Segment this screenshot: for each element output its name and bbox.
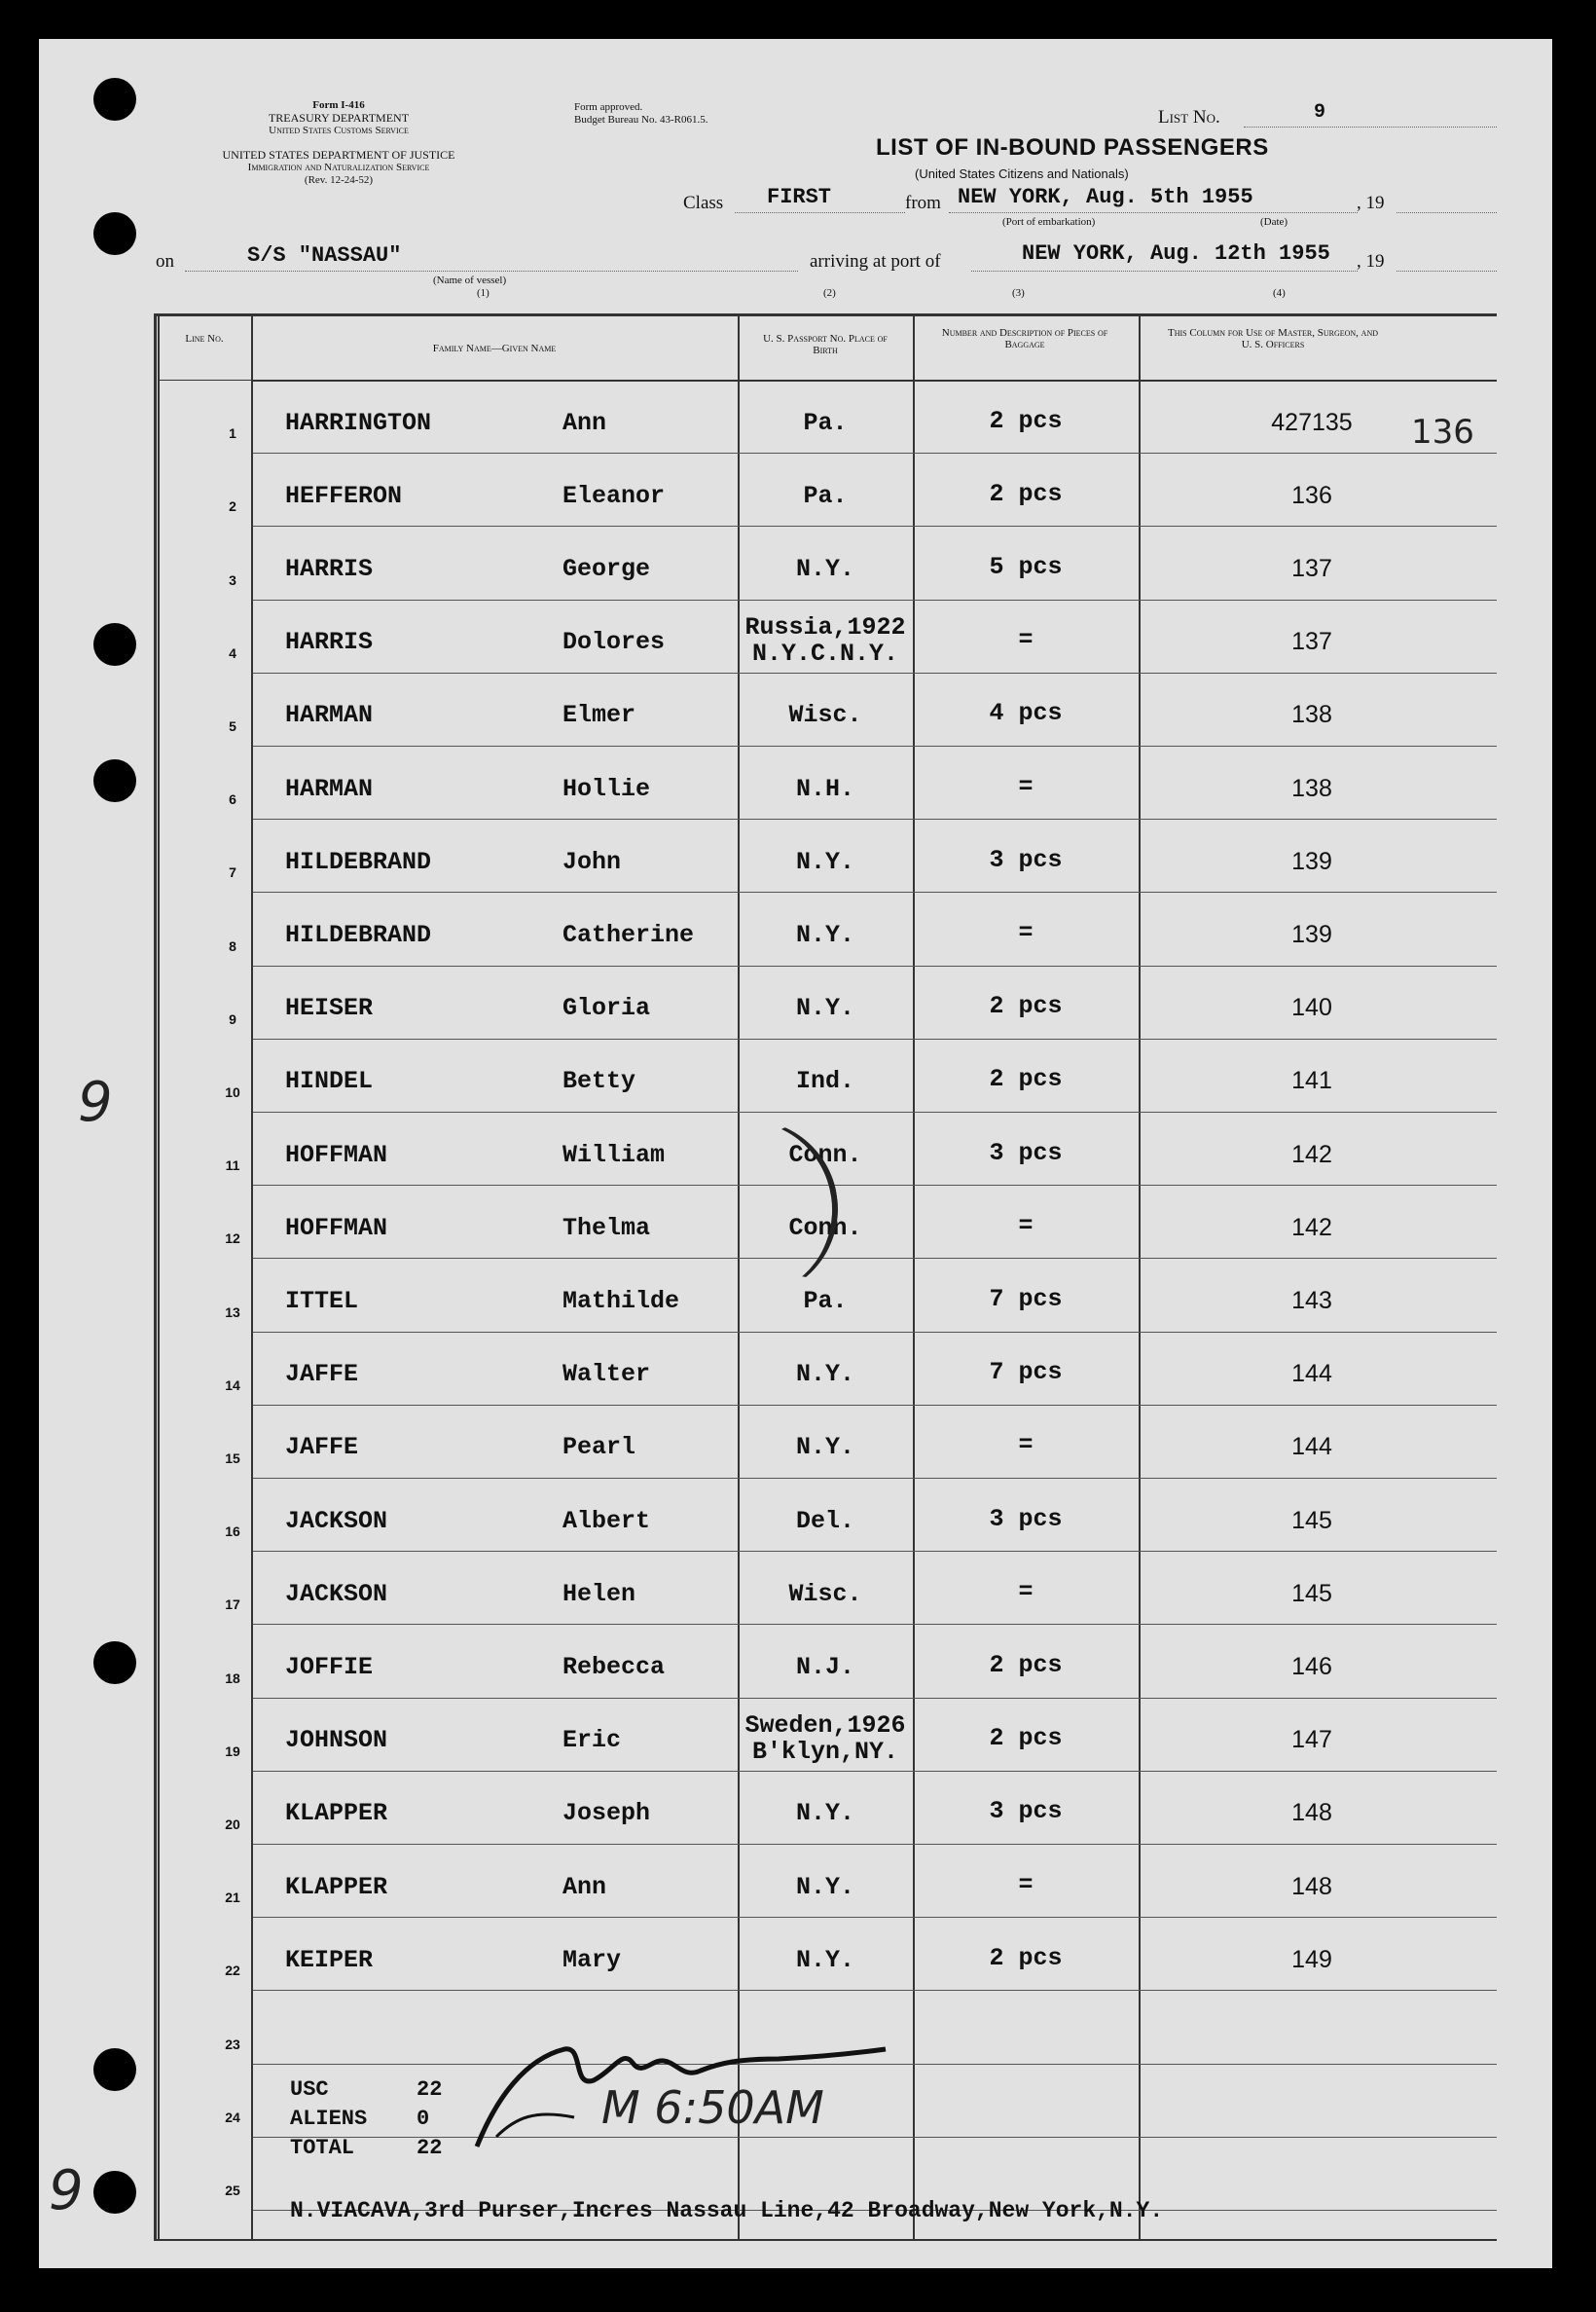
punch-hole	[93, 1641, 136, 1684]
place-of-birth: Sweden,1926 B'klyn,NY.	[744, 1711, 906, 1767]
table-row	[154, 892, 1497, 965]
officer-number: 144	[1291, 1433, 1332, 1461]
family-name: HARMAN	[285, 774, 374, 803]
baggage: =	[1018, 1431, 1034, 1460]
place-of-birth: Del.	[795, 1506, 854, 1535]
line-number: 1	[229, 425, 236, 442]
line-number: 5	[229, 717, 236, 734]
family-name: HILDEBRAND	[285, 847, 432, 876]
place-of-birth: Pa.	[803, 481, 848, 510]
family-name: HEISER	[285, 994, 374, 1023]
line-number: 20	[225, 1816, 240, 1832]
arriving-label: arriving at port of	[810, 251, 941, 272]
line-number: 8	[229, 937, 236, 954]
col-num-2: (2)	[823, 287, 836, 299]
baggage: =	[1018, 772, 1034, 801]
family-name: JOHNSON	[285, 1726, 388, 1755]
line-number: 15	[225, 1450, 240, 1466]
officer-number: 146	[1291, 1652, 1332, 1680]
given-name: John	[562, 847, 622, 876]
baggage: =	[1018, 918, 1034, 947]
family-name: HOFFMAN	[285, 1140, 388, 1169]
family-name: KEIPER	[285, 1945, 374, 1974]
officer-number: 140	[1291, 994, 1332, 1022]
line-number: 7	[229, 864, 236, 881]
class-label: Class	[683, 193, 724, 213]
line-number: 2	[229, 498, 236, 515]
header-line-no: Line No.	[185, 333, 224, 345]
family-name: KLAPPER	[285, 1872, 388, 1901]
given-name: Hollie	[562, 774, 651, 803]
baggage: 7 pcs	[989, 1358, 1063, 1387]
time-note: M 6:50AM	[601, 2081, 824, 2134]
place-of-birth: N.Y.	[795, 1799, 854, 1828]
place-of-birth: Conn.	[788, 1140, 862, 1169]
line-number: 17	[225, 1596, 240, 1613]
place-of-birth: Conn.	[788, 1213, 862, 1242]
place-of-birth: N.J.	[795, 1652, 854, 1681]
baggage: 2 pcs	[989, 479, 1063, 508]
given-name: William	[562, 1140, 666, 1169]
on-label: on	[156, 251, 174, 272]
table-row	[154, 1917, 1497, 1990]
form-page	[39, 39, 1552, 2268]
given-name: Eric	[562, 1726, 622, 1755]
place-of-birth: N.Y.	[795, 847, 854, 876]
officer-number: 147	[1291, 1726, 1332, 1754]
line-number: 21	[225, 1890, 240, 1906]
line-number: 16	[225, 1523, 240, 1540]
port-embarkation-note: (Port of embarkation)	[1002, 216, 1096, 228]
family-name: JAFFE	[285, 1433, 359, 1462]
officer-number: 141	[1291, 1067, 1332, 1095]
vessel-note: (Name of vessel)	[433, 275, 507, 286]
place-of-birth: Pa.	[803, 408, 848, 437]
line-number: 19	[225, 1743, 240, 1759]
family-name: HARRINGTON	[285, 408, 432, 437]
given-name: Gloria	[562, 994, 651, 1023]
place-of-birth: N.Y.	[795, 1945, 854, 1974]
family-name: HILDEBRAND	[285, 920, 432, 949]
baggage: =	[1018, 626, 1034, 655]
vessel-name: S/S "NASSAU"	[247, 243, 402, 268]
officer-number: 148	[1291, 1799, 1332, 1827]
year-suffix-2: , 19	[1357, 251, 1385, 272]
date-note: (Date)	[1260, 216, 1288, 228]
from-label: from	[905, 193, 941, 213]
col-num-4: (4)	[1273, 287, 1286, 299]
table-row	[154, 1844, 1497, 1917]
officer-number: 145	[1291, 1506, 1332, 1534]
baggage: 2 pcs	[989, 1065, 1063, 1094]
col-num-1: (1)	[477, 287, 490, 299]
line-number: 22	[225, 1963, 240, 1979]
table-row	[154, 1332, 1497, 1405]
baggage: 3 pcs	[989, 1504, 1063, 1533]
given-name: Eleanor	[562, 481, 666, 510]
line-number: 23	[225, 2036, 240, 2052]
revision-label: (Rev. 12-24-52)	[304, 174, 374, 186]
line-number: 6	[229, 791, 236, 808]
baggage: =	[1018, 1211, 1034, 1240]
given-name: George	[562, 554, 651, 583]
place-of-birth: N.Y.	[795, 1360, 854, 1389]
officer-number: 149	[1291, 1945, 1332, 1973]
passenger-table	[154, 313, 1497, 2241]
table-row	[154, 1258, 1497, 1331]
class-value: FIRST	[767, 185, 832, 209]
col-num-3: (3)	[1012, 287, 1025, 299]
from-value: NEW YORK, Aug. 5th 1955	[958, 185, 1253, 209]
line-number: 9	[229, 1010, 236, 1027]
given-name: Thelma	[562, 1213, 651, 1242]
margin-note: 9	[78, 1071, 113, 1134]
table-row	[154, 966, 1497, 1039]
given-name: Ann	[562, 1872, 607, 1901]
treasury-label: TREASURY DEPARTMENT	[268, 111, 410, 125]
customs-label: United States Customs Service	[269, 125, 409, 136]
list-no-label: List No.	[1158, 107, 1220, 128]
given-name: Pearl	[562, 1433, 636, 1462]
header-officers: This Column for Use of Master, Surgeon, and U. S. Officers	[1168, 327, 1378, 350]
officer-number: 139	[1291, 847, 1332, 875]
header-name: Family Name—Given Name	[432, 343, 557, 354]
officer-number: 136	[1291, 481, 1332, 509]
line-number: 3	[229, 571, 236, 588]
place-of-birth: N.Y.	[795, 1872, 854, 1901]
punch-hole	[93, 623, 136, 666]
table-row	[154, 453, 1497, 526]
officer-number: 137	[1291, 628, 1332, 656]
family-name: HARRIS	[285, 554, 374, 583]
side-note: 136	[1411, 413, 1474, 452]
officer-number: 144	[1291, 1360, 1332, 1388]
baggage: 3 pcs	[989, 845, 1063, 874]
line-number: 13	[225, 1303, 240, 1320]
baggage: =	[1018, 1577, 1034, 1606]
table-row	[154, 1551, 1497, 1624]
table-row	[154, 1405, 1497, 1478]
officer-number: 137	[1291, 554, 1332, 582]
officer-number: 138	[1291, 774, 1332, 802]
header-baggage: Number and Description of Pieces of Baggage	[941, 327, 1108, 350]
table-row	[154, 526, 1497, 599]
place-of-birth: Pa.	[803, 1286, 848, 1315]
page-title: LIST OF IN-BOUND PASSENGERS	[876, 134, 1269, 161]
table-row	[154, 380, 1497, 453]
family-name: JAFFE	[285, 1360, 359, 1389]
given-name: Helen	[562, 1579, 636, 1608]
total-value: 22	[417, 2136, 443, 2160]
baggage: 3 pcs	[989, 1797, 1063, 1826]
purser-line: N.VIACAVA,3rd Purser,Incres Nassau Line,42 Broadway,New York,N.Y.	[290, 2198, 1164, 2223]
aliens-label: ALIENS	[290, 2107, 368, 2131]
family-name: HOFFMAN	[285, 1213, 388, 1242]
arrival-value: NEW YORK, Aug. 12th 1955	[1022, 241, 1330, 266]
baggage: 2 pcs	[989, 1650, 1063, 1679]
line-number: 24	[225, 2109, 240, 2125]
place-of-birth: N.Y.	[795, 554, 854, 583]
baggage: 5 pcs	[989, 552, 1063, 581]
usc-label: USC	[290, 2077, 329, 2102]
table-row	[154, 1624, 1497, 1697]
baggage: 2 pcs	[989, 1943, 1063, 1972]
page-subtitle: (United States Citizens and Nationals)	[915, 166, 1129, 181]
baggage: 2 pcs	[989, 1724, 1063, 1753]
baggage: 3 pcs	[989, 1138, 1063, 1167]
given-name: Rebecca	[562, 1652, 666, 1681]
family-name: HINDEL	[285, 1067, 374, 1096]
corner-note: 9	[49, 2159, 84, 2222]
given-name: Elmer	[562, 701, 636, 730]
given-name: Joseph	[562, 1799, 651, 1828]
baggage: 4 pcs	[989, 699, 1063, 728]
punch-hole	[93, 78, 136, 121]
line-number: 10	[225, 1083, 240, 1100]
table-row	[154, 819, 1497, 892]
table-row	[154, 1771, 1497, 1844]
given-name: Catherine	[562, 920, 695, 949]
given-name: Betty	[562, 1067, 636, 1096]
officer-number: 143	[1291, 1286, 1332, 1314]
line-number: 4	[229, 644, 236, 661]
officer-number: 148	[1291, 1872, 1332, 1900]
family-name: JOFFIE	[285, 1652, 374, 1681]
header-passport: U. S. Passport No. Place of Birth	[763, 333, 888, 356]
family-name: KLAPPER	[285, 1799, 388, 1828]
family-name: HEFFERON	[285, 481, 403, 510]
officer-number: 427135	[1271, 408, 1353, 436]
table-row	[154, 1039, 1497, 1112]
place-of-birth: N.H.	[795, 774, 854, 803]
dept-justice-label: UNITED STATES DEPARTMENT OF JUSTICE	[222, 148, 455, 162]
officer-number: 145	[1291, 1579, 1332, 1607]
baggage: =	[1018, 1870, 1034, 1899]
place-of-birth: N.Y.	[795, 920, 854, 949]
punch-hole	[93, 212, 136, 255]
line-number: 12	[225, 1230, 240, 1247]
year-suffix: , 19	[1357, 193, 1385, 213]
line-number: 25	[225, 2183, 240, 2198]
officer-number: 138	[1291, 701, 1332, 729]
aliens-value: 0	[417, 2107, 430, 2131]
table-row	[154, 1478, 1497, 1551]
baggage: 7 pcs	[989, 1284, 1063, 1313]
usc-value: 22	[417, 2077, 443, 2102]
given-name: Mathilde	[562, 1286, 680, 1315]
baggage: 2 pcs	[989, 406, 1063, 435]
family-name: ITTEL	[285, 1286, 359, 1315]
line-number: 14	[225, 1376, 240, 1393]
line-number: 18	[225, 1670, 240, 1686]
place-of-birth: N.Y.	[795, 1433, 854, 1462]
family-name: JACKSON	[285, 1506, 388, 1535]
given-name: Ann	[562, 408, 607, 437]
table-row	[154, 673, 1497, 746]
row-line	[253, 1990, 1497, 1991]
form-number: Form I-416	[312, 99, 365, 111]
given-name: Mary	[562, 1945, 622, 1974]
family-name: JACKSON	[285, 1579, 388, 1608]
punch-hole	[93, 759, 136, 802]
place-of-birth: Wisc.	[788, 701, 862, 730]
total-label: TOTAL	[290, 2136, 355, 2160]
ins-label: Immigration and Naturalization Service	[247, 162, 430, 173]
officer-number: 139	[1291, 920, 1332, 948]
family-name: HARMAN	[285, 701, 374, 730]
budget-bureau: Budget Bureau No. 43-R061.5.	[574, 114, 708, 126]
family-name: HARRIS	[285, 628, 374, 657]
table-row	[154, 746, 1497, 819]
place-of-birth: Ind.	[795, 1067, 854, 1096]
baggage: 2 pcs	[989, 992, 1063, 1021]
punch-hole	[93, 2048, 136, 2091]
officer-number: 142	[1291, 1213, 1332, 1241]
form-approved: Form approved.	[574, 101, 643, 113]
list-no-value: 9	[1314, 101, 1326, 124]
place-of-birth: Russia,1922 N.Y.C.N.Y.	[744, 613, 906, 669]
place-of-birth: Wisc.	[788, 1579, 862, 1608]
given-name: Albert	[562, 1506, 651, 1535]
officer-number: 142	[1291, 1140, 1332, 1168]
given-name: Walter	[562, 1360, 651, 1389]
place-of-birth: N.Y.	[795, 994, 854, 1023]
given-name: Dolores	[562, 628, 666, 657]
line-number: 11	[225, 1157, 240, 1174]
punch-hole	[93, 2171, 136, 2214]
